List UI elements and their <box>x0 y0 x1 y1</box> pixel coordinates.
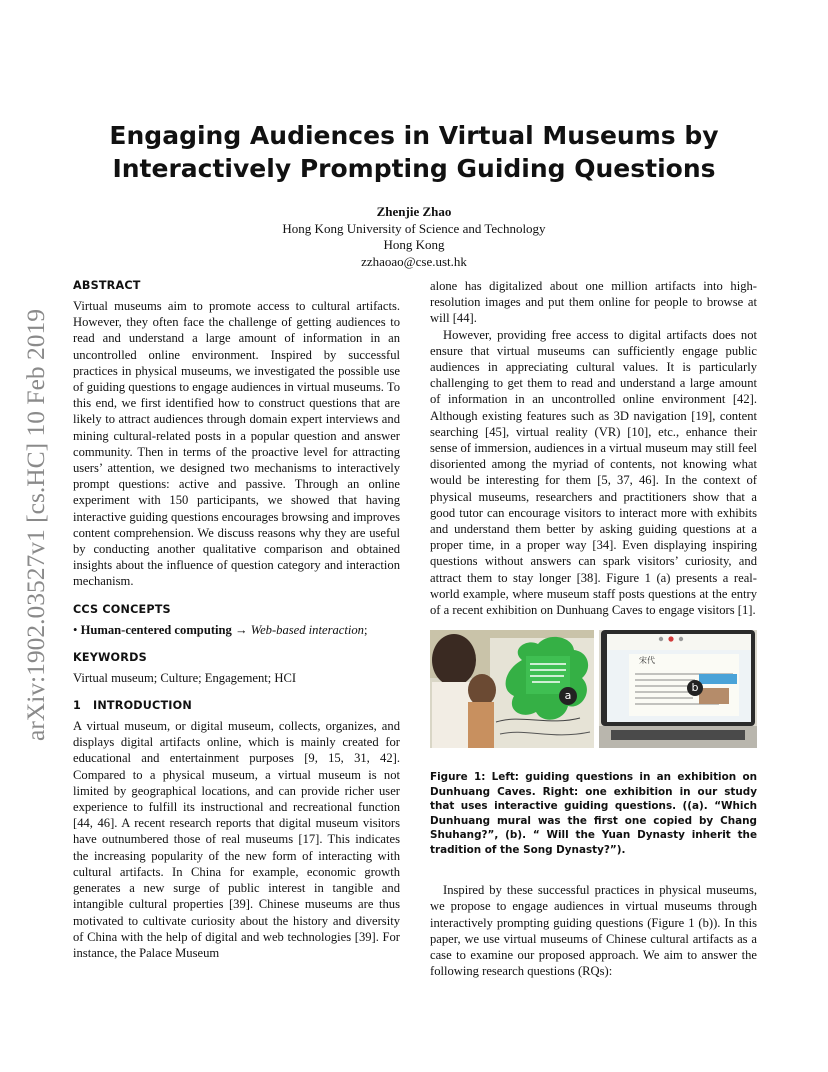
intro-paragraph-1-continued: alone has digitalized about one million artifacts into high-resolution images and put them online for people to browse at will [44]. <box>430 279 757 326</box>
intro-paragraph-3: Inspired by these successful practices in physical museums, we propose to engage audiences in virtual museums through interactively prompting guiding questions (Figure 1 (b)). In this paper, we use virtual museums of Chinese cultural artifacts as a case to examine our proposed approach. We aim to answer the following research questions (RQs): <box>430 883 757 979</box>
ccs-concepts <box>73 622 400 638</box>
section-number: 1 <box>73 699 81 713</box>
figure-label-a: a <box>564 689 572 703</box>
abstract-text: Virtual museums aim to promote access to cultural artifacts. However, they often face the challenge of getting audiences to read and understand a large amount of information in an uncontrolled online environment. Inspired by successful practices in physical museums, we investigated the possible use of guiding questions to engage audiences in virtual museums. To this end, we first identified how to construct questions that are likely to attract audiences through domain expert interviews and mining cultural-related posts in a popular question and answer community. Then in terms of the proactive level for attracting users’ attention, we designed two mechanisms to interactively prompt questions: active and passive. Through an online experiment with 150 participants, we showed that having interactive guiding questions encourages browsing and improves content comprehension. We discuss reasons why they are useful by conducting another qualitative comparison and obtained insights about the influence of question category and interaction mechanism. <box>73 299 400 589</box>
introduction-heading <box>73 698 400 714</box>
author-email[interactable]: zzhaoao@cse.ust.hk <box>361 253 467 269</box>
abstract-heading: ABSTRACT <box>73 279 141 292</box>
screen-heading: 宋代 <box>639 656 655 666</box>
author-location: Hong Kong <box>383 237 445 252</box>
intro-paragraph-2: However, providing free access to digital artifacts does not ensure that virtual museums can sufficiently engage public audiences in appreciating cultural values. It is particularly challenging to get them to read and understand a large amount of information in an uncontrolled online environment [42]. Although existing features such as 3D navigation [19], content searching [45], virtual reality (VR) [10], etc., enhance their sense of immersion, audiences in a virtual museum may still feel disoriented among the myriad of contents, not knowing what would be interesting for them [5, 37, 46]. In the context of physical museums, researchers and practitioners show that a good tutor can encourage visitors to interact more with exhibits and understand them better by asking guiding questions at a proper time, in a proper way [34]. Even displaying inspiring questions without answers can spark visitors’ curiosity, and attract them to stay longer [38]. Figure 1 (a) presents a real-world example, where museum staff posts questions at the entry of a recent exhibition on Dunhuang Caves to engage visitors [1]. <box>430 327 757 618</box>
figure-1 <box>430 630 757 748</box>
author-block <box>164 204 664 270</box>
arxiv-stamp: arXiv:1902.03527v1 [cs.HC] 10 Feb 2019 <box>21 308 50 742</box>
title-line-1: Engaging Audiences in Virtual Museums by <box>109 121 719 150</box>
ccs-heading: CCS CONCEPTS <box>73 602 171 616</box>
keywords-heading: KEYWORDS <box>73 650 147 664</box>
author-name: Zhenjie Zhao <box>376 204 452 219</box>
laptop-screen-photo <box>599 630 757 748</box>
exhibition-photo <box>430 630 594 748</box>
left-column <box>73 278 400 961</box>
intro-paragraph-1: A virtual museum, or digital museum, collects, organizes, and displays digital artifacts online, which is mainly created for educational and entertainment purposes [9, 15, 31, 42]. Compared to a physical museum, a virtual museum is not limited by geographical locations, and can provide richer user experience to fulfill its instructional and recreational function [44, 46]. A recent research reports that digital museum visitors have outnumbered those of real museums [17]. This indicates the increasing popularity of the new form of interacting with cultural artifacts. In China for example, economic growth generates a new surge of public interest in tangible and intangible cultural properties [39]. Chinese museums are thus motivated to cultivate curiosity about the history and diversity of China with the help of digital and web technologies [39]. For instance, the Palace Museum <box>73 719 400 960</box>
ccs-end: ; <box>363 622 368 637</box>
keywords-text: Virtual museum; Culture; Engagement; HCI <box>73 670 297 685</box>
ccs-bullet: • <box>73 622 78 637</box>
laptop-illustration <box>599 630 757 748</box>
title-line-2: Interactively Prompting Guiding Questions <box>112 154 716 183</box>
paper-title <box>90 119 738 185</box>
right-column <box>430 278 757 979</box>
ccs-primary: Human-centered computing <box>80 622 232 637</box>
section-title: INTRODUCTION <box>93 699 192 713</box>
figure-1-caption: Figure 1: Left: guiding questions in an exhibition on Dunhuang Caves. Right: one exhibition in our study that uses interactive guiding questions. ((a). “Which Dunhuang mural was the first one copied by Chang Shuhang?”, (b). “ Will the Yuan Dynasty inherit the tradition of the Song Dynasty?”). <box>430 771 757 856</box>
ccs-arrow: → <box>234 622 248 637</box>
ccs-secondary: Web-based interaction <box>250 622 364 637</box>
figure-label-b: b <box>691 681 699 695</box>
author-affiliation: Hong Kong University of Science and Technology <box>282 220 546 236</box>
